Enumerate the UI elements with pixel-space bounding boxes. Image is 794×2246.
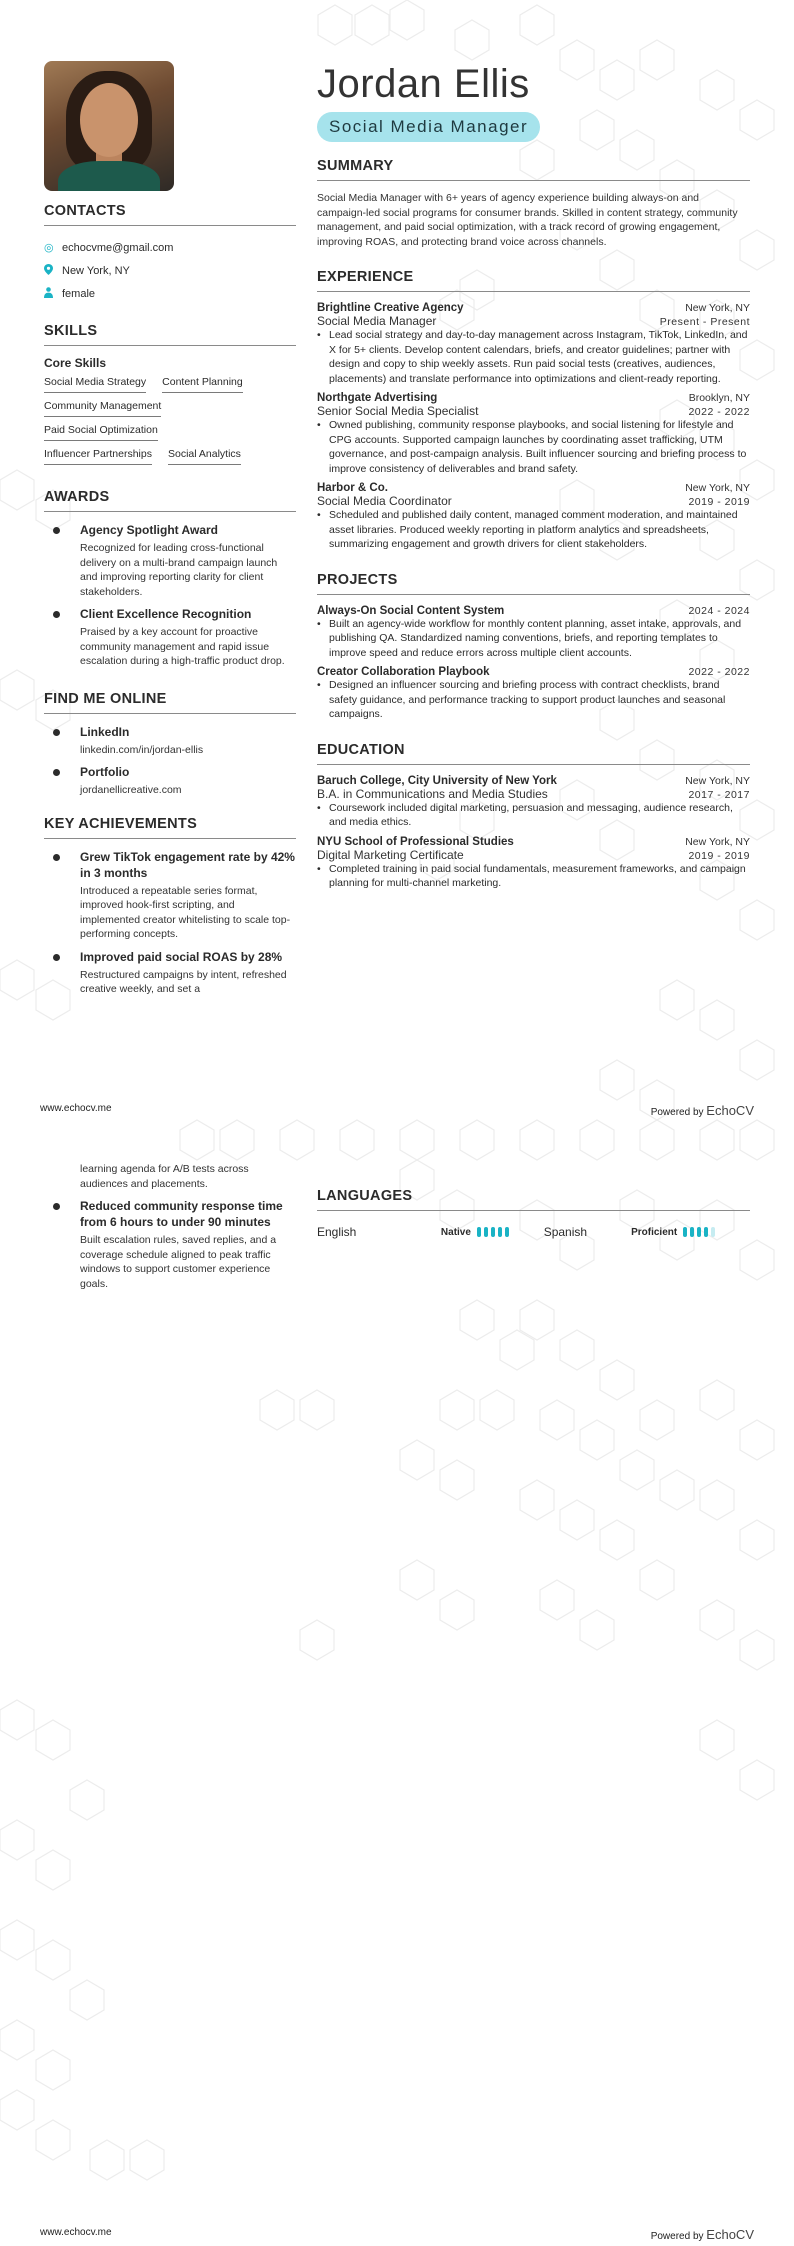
footer-site-link[interactable]: www.echocv.me [40,2227,112,2238]
experience-entry: Harbor & Co. New York, NY Social Media Coordinator 2019 - 2019 • Scheduled and published daily content, managed comment moderation, and maintained asset libraries. Produced weekly reporting in platform analytics and spreadsheets, summarizing engagement and growth drivers for client stakeholders. [317,482,750,552]
left-column-continued [44,1162,296,1298]
online-section [44,691,296,798]
bullet-dot [53,611,60,618]
education-entry: Baruch College, City University of New York New York, NY B.A. in Communications and Media Studies 2017 - 2017 • Coursework included digital marketing, persuasion and messaging, audience research, and media ethics. [317,775,750,830]
candidate-name: Jordan Ellis [317,62,530,106]
bullet-dot [53,527,60,534]
page-footer [40,2227,754,2242]
bullet-dot [53,854,60,861]
footer-powered-by: Powered by EchoCV [650,1103,754,1118]
languages-heading: LANGUAGES [317,1188,750,1211]
language-level: Proficient [631,1226,678,1238]
awards-heading: AWARDS [44,489,296,512]
experience-entry: Northgate Advertising Brooklyn, NY Senior Social Media Specialist 2022 - 2022 • Owned publishing, community response playbooks, and social listening for lifestyle and CPG accounts. Supported campaign launches by coordinating asset trafficking, UTM governance, and post-campaign analysis. Built influencer sourcing and briefing process to improve consistency of deliverables and brand safety. [317,392,750,476]
skill-chip: Content Planning [162,373,243,393]
rating-pip [505,1227,509,1237]
skill-chip: Influencer Partnerships [44,445,152,465]
page-footer [40,1103,754,1118]
education-heading: EDUCATION [317,742,750,765]
summary-section [317,158,750,249]
skills-section [44,323,296,469]
project-entry: Always-On Social Content System 2024 - 2024 • Built an agency-wide workflow for monthly content planning, asset intake, approvals, and publishing QA. Standardized naming conventions, briefs, and reporting templates to improve speed and reduce errors across multiple client accounts. [317,605,750,661]
skills-group-title: Core Skills [44,356,107,370]
projects-heading: PROJECTS [317,572,750,595]
achievement-item: Reduced community response time from 6 hours to under 90 minutes Built escalation rules, saved replies, and a coverage schedule aligned to peak traffic windows to support customer experience goals. [44,1198,296,1291]
language-name: Spanish [543,1225,588,1239]
bullet-dot [53,729,60,736]
rating-pip [704,1227,708,1237]
echocv-logo: EchoCV [706,2227,754,2242]
skill-chip: Community Management [44,397,161,417]
contact-gender: female [44,282,296,305]
projects-section [317,572,750,722]
right-column-continued [317,1188,750,1239]
achievements-heading: KEY ACHIEVEMENTS [44,816,296,839]
award-item: Client Excellence Recognition Praised by a key account for proactive community management and rapid issue escalation during a high-traffic product drop. [44,606,296,669]
summary-text: Social Media Manager with 6+ years of agency experience building always-on and campaign-led social programs for consumer brands. Skilled in content strategy, community management, and paid social optimization, with a track record of growing engagement, improving ROAS, and protecting brand voice across channels. [317,192,738,248]
rating-pip [711,1227,715,1237]
rating-pip [484,1227,488,1237]
rating-pip [498,1227,502,1237]
bullet-dot [53,954,60,961]
right-column [317,42,750,897]
location-pin-icon [44,264,62,278]
footer-powered-by: Powered by EchoCV [650,2227,754,2242]
achievement-item: Grew TikTok engagement rate by 42% in 3 months Introduced a repeatable series format, improved hook-first scripting, and implemented creator whitelisting to scale top-performing concepts. [44,849,296,942]
skill-chip: Paid Social Optimization [44,421,158,441]
profile-photo [44,61,174,191]
achievement-item: Improved paid social ROAS by 28% Restructured campaigns by intent, refreshed creative weekly, and set a [44,949,296,997]
awards-section [44,489,296,669]
languages-list [317,1225,750,1239]
language-rating [477,1227,544,1237]
education-entry: NYU School of Professional Studies New York, NY Digital Marketing Certificate 2019 - 2019 • Completed training in paid social fundamentals, measurement frameworks, and campaign planning for multi-channel marketing. [317,836,750,891]
person-icon [44,287,62,301]
online-item-linkedin[interactable]: LinkedIn linkedin.com/in/jordan-ellis [44,724,296,758]
bullet-dot [53,1203,60,1210]
experience-section [317,269,750,552]
language-rating [683,1227,750,1237]
contact-email[interactable]: ◎ echocvme@gmail.com [44,241,174,254]
rating-pip [477,1227,481,1237]
resume-page-2 [0,1124,794,2246]
footer-site-link[interactable]: www.echocv.me [40,1103,112,1114]
education-section [317,742,750,891]
skill-chip: Social Analytics [168,445,241,465]
contacts-section [44,203,296,305]
skills-heading: SKILLS [44,323,296,346]
rating-pip [491,1227,495,1237]
job-title-badge: Social Media Manager [317,112,540,142]
echocv-logo: EchoCV [706,1103,754,1118]
achievements-section [44,816,296,997]
skill-chip: Social Media Strategy [44,373,146,393]
at-icon: ◎ [44,242,54,254]
online-heading: FIND ME ONLINE [44,691,296,714]
project-entry: Creator Collaboration Playbook 2022 - 2022 • Designed an influencer sourcing and briefing process with contract checklists, brand safety guidance, and performance tracking to support product launches and seasonal campaigns. [317,666,750,722]
rating-pip [697,1227,701,1237]
contacts-heading: CONTACTS [44,203,296,226]
achievement-item-continued: learning agenda for A/B tests across audiences and placements. [80,1163,249,1190]
online-item-portfolio[interactable]: Portfolio jordanellicreative.com [44,764,296,798]
rating-pip [690,1227,694,1237]
summary-heading: SUMMARY [317,158,750,181]
language-name: English [317,1225,357,1239]
experience-entry: Brightline Creative Agency New York, NY Social Media Manager Present - Present • Lead social strategy and day-to-day management across Instagram, TikTok, LinkedIn, and X for 5+ clients. Develop content calendars, briefs, and creator guidelines; partner with design and copy to ship weekly assets. Run paid social tests (creatives, audiences, placements) and translate performance into optimizations and client-ready reporting. [317,302,750,386]
award-item: Agency Spotlight Award Recognized for leading cross-functional delivery on a multi-brand campaign launch and improving reporting clarity for client stakeholders. [44,522,296,599]
rating-pip [683,1227,687,1237]
left-column [44,61,296,1004]
experience-heading: EXPERIENCE [317,269,750,292]
bullet-dot [53,769,60,776]
contact-location: New York, NY [44,259,296,282]
language-level: Native [440,1226,471,1238]
skills-list [44,373,296,469]
languages-section [317,1188,750,1239]
resume-page-1 [0,0,794,1122]
